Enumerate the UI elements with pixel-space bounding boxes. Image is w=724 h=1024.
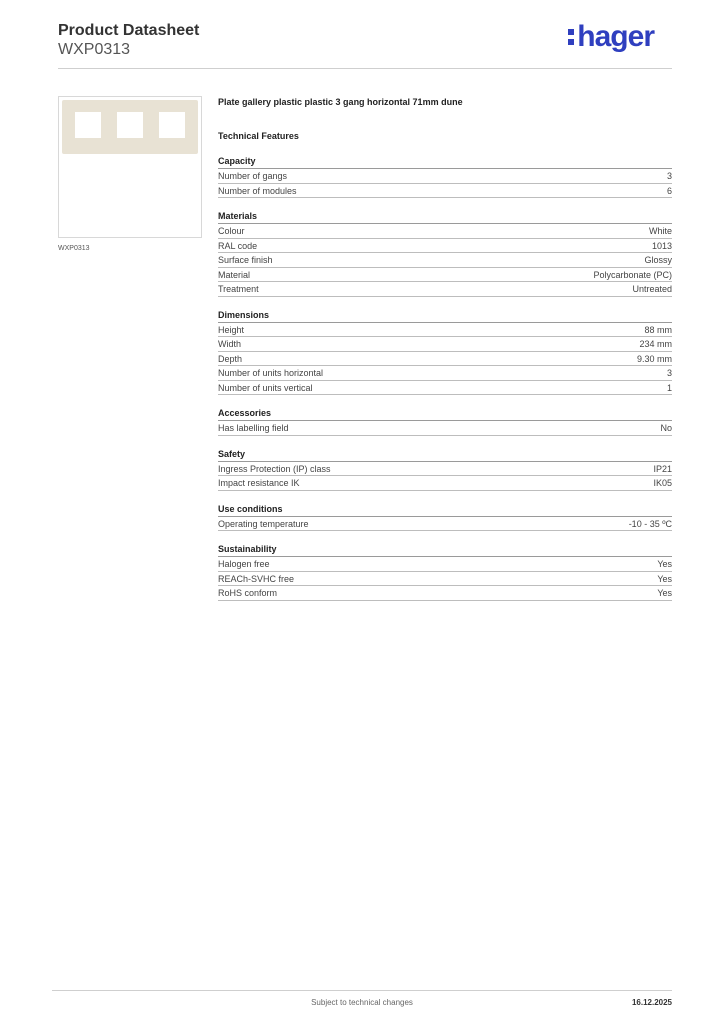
spec-row <box>218 337 672 352</box>
spec-label: Ingress Protection (IP) class <box>218 463 331 474</box>
spec-value: -10 - 35 ºC <box>628 518 672 529</box>
spec-group-safety <box>218 448 672 491</box>
spec-group-sustainability <box>218 543 672 601</box>
spec-label: Has labelling field <box>218 423 289 433</box>
spec-row <box>218 184 672 199</box>
spec-label: Operating temperature <box>218 518 309 529</box>
spec-row <box>218 268 672 283</box>
image-caption: WXP0313 <box>58 245 90 252</box>
spec-row <box>218 253 672 268</box>
page-title: Product Datasheet <box>58 22 200 39</box>
spec-group-title: Safety <box>218 448 672 462</box>
spec-label: Depth <box>218 353 243 364</box>
spec-row <box>218 517 672 532</box>
spec-value: 6 <box>666 185 672 196</box>
spec-group-use-conditions <box>218 503 672 532</box>
footer-divider <box>52 990 672 991</box>
footer-date: 16.12.2025 <box>631 998 672 1007</box>
spec-value: Untreated <box>632 284 672 294</box>
spec-label: REACh-SVHC free <box>218 573 295 584</box>
logo-dots-icon <box>568 26 574 48</box>
spec-group-title: Sustainability <box>218 543 672 557</box>
spec-label: RoHS conform <box>218 588 278 598</box>
spec-label: Surface finish <box>218 255 273 265</box>
specs-content <box>218 95 672 601</box>
spec-label: Height <box>218 324 245 335</box>
spec-row <box>218 323 672 338</box>
spec-row <box>218 476 672 491</box>
spec-value: Yes <box>657 559 672 569</box>
spec-row <box>218 366 672 381</box>
page-header <box>58 20 672 68</box>
spec-value: IP21 <box>653 463 672 474</box>
spec-row <box>218 557 672 572</box>
spec-label: Number of units vertical <box>218 382 313 393</box>
plate-opening <box>117 112 143 138</box>
spec-value: 1013 <box>651 240 672 251</box>
spec-group-dimensions <box>218 309 672 396</box>
spec-row <box>218 169 672 184</box>
spec-label: Number of gangs <box>218 171 288 181</box>
spec-group-materials <box>218 210 672 297</box>
spec-row <box>218 381 672 396</box>
spec-value: Glossy <box>644 255 672 265</box>
spec-value: IK05 <box>653 478 672 488</box>
spec-value: White <box>648 226 672 236</box>
spec-row <box>218 282 672 297</box>
spec-label: Impact resistance IK <box>218 478 300 488</box>
product-description: Plate gallery plastic plastic 3 gang horizontal 71mm dune <box>218 97 463 107</box>
spec-value: No <box>660 423 672 433</box>
spec-label: Number of modules <box>218 185 297 196</box>
product-image <box>58 96 202 238</box>
hager-logo <box>568 20 654 54</box>
plate-opening <box>159 112 185 138</box>
spec-value: 234 mm <box>639 339 672 349</box>
spec-group-title: Materials <box>218 210 672 224</box>
product-code: WXP0313 <box>58 41 131 58</box>
spec-group-title: Use conditions <box>218 503 672 517</box>
spec-row <box>218 462 672 477</box>
spec-label: Material <box>218 269 251 280</box>
spec-groups <box>218 155 672 601</box>
spec-value: 3 <box>666 171 672 181</box>
spec-row <box>218 239 672 254</box>
spec-value: Yes <box>657 573 672 584</box>
spec-row <box>218 224 672 239</box>
spec-value: 9.30 mm <box>636 353 672 364</box>
spec-value: 88 mm <box>644 324 672 335</box>
spec-label: RAL code <box>218 240 258 251</box>
header-divider <box>58 68 672 69</box>
spec-value: 3 <box>666 368 672 378</box>
spec-row <box>218 421 672 436</box>
plate-3-gang-image <box>62 100 198 154</box>
footer-note: Subject to technical changes <box>311 998 413 1007</box>
spec-row <box>218 352 672 367</box>
spec-group-title: Capacity <box>218 155 672 169</box>
technical-features-heading: Technical Features <box>218 131 299 141</box>
spec-group-capacity <box>218 155 672 198</box>
plate-opening <box>75 112 101 138</box>
spec-value: 1 <box>666 382 672 393</box>
spec-group-title: Accessories <box>218 407 672 421</box>
spec-label: Width <box>218 339 242 349</box>
spec-value: Yes <box>657 588 672 598</box>
spec-value: Polycarbonate (PC) <box>593 269 672 280</box>
spec-row <box>218 586 672 601</box>
spec-group-title: Dimensions <box>218 309 672 323</box>
spec-label: Colour <box>218 226 245 236</box>
spec-label: Number of units horizontal <box>218 368 324 378</box>
spec-row <box>218 572 672 587</box>
spec-label: Treatment <box>218 284 259 294</box>
logo-text: hager <box>577 20 654 53</box>
spec-label: Halogen free <box>218 559 270 569</box>
spec-group-accessories <box>218 407 672 436</box>
